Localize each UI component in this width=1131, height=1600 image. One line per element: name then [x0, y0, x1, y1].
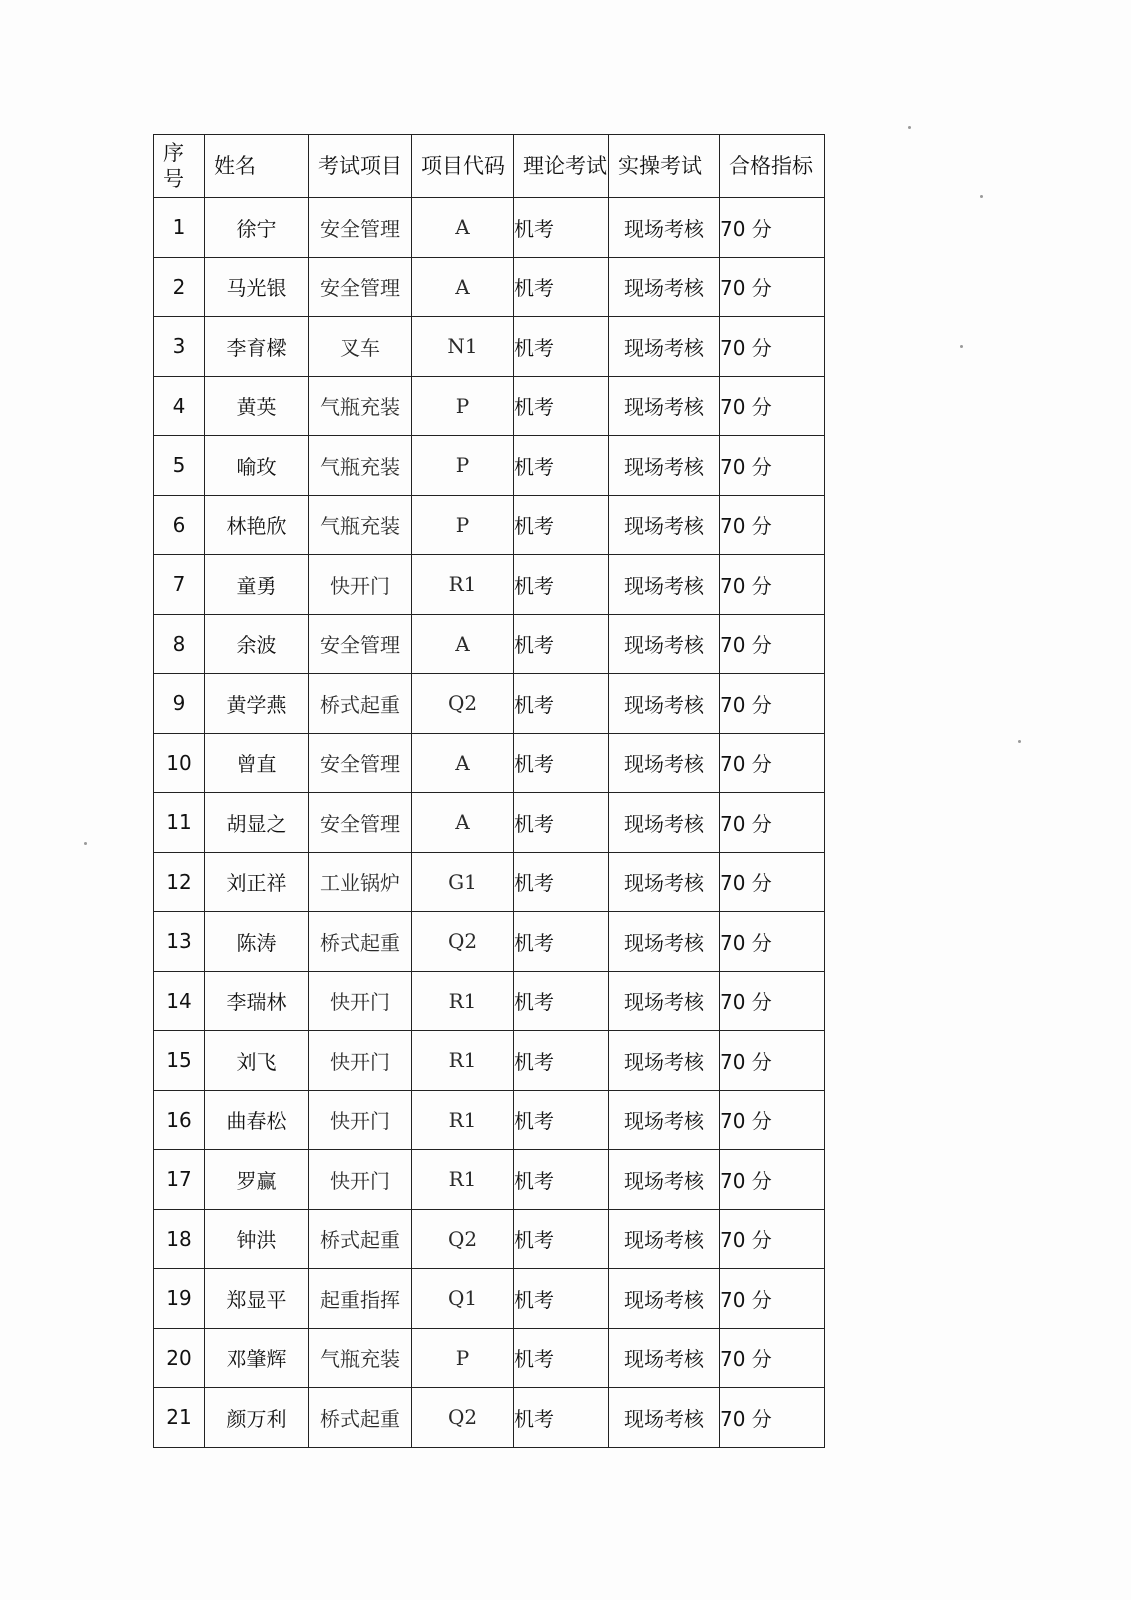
cell-item-code: A	[412, 614, 514, 674]
cell-item-code: P	[412, 376, 514, 436]
cell-seq: 5	[154, 436, 205, 496]
cell-name: 罗赢	[205, 1150, 309, 1210]
cell-name: 刘飞	[205, 1031, 309, 1091]
table-row	[154, 1150, 825, 1210]
header-practical-exam: 实操考试	[609, 135, 720, 198]
header-item-code: 项目代码	[412, 135, 514, 198]
cell-pass-standard: 70 分	[720, 1328, 825, 1388]
cell-exam-item: 气瓶充装	[309, 495, 412, 555]
cell-theory-exam: 机考	[514, 317, 609, 377]
cell-seq: 8	[154, 614, 205, 674]
cell-theory-exam: 机考	[514, 1269, 609, 1329]
cell-theory-exam: 机考	[514, 674, 609, 734]
cell-name: 颜万利	[205, 1388, 309, 1448]
cell-item-code: R1	[412, 1031, 514, 1091]
cell-name: 曾直	[205, 733, 309, 793]
cell-seq: 4	[154, 376, 205, 436]
scan-speck	[1018, 740, 1021, 743]
cell-pass-standard: 70 分	[720, 555, 825, 615]
table-row	[154, 1269, 825, 1329]
cell-seq: 14	[154, 971, 205, 1031]
cell-practical-exam: 现场考核	[609, 317, 720, 377]
table-header-row	[154, 135, 825, 198]
cell-practical-exam: 现场考核	[609, 852, 720, 912]
cell-theory-exam: 机考	[514, 1328, 609, 1388]
cell-practical-exam: 现场考核	[609, 1269, 720, 1329]
cell-theory-exam: 机考	[514, 1150, 609, 1210]
cell-item-code: G1	[412, 852, 514, 912]
cell-seq: 17	[154, 1150, 205, 1210]
cell-item-code: A	[412, 733, 514, 793]
cell-pass-standard: 70 分	[720, 1209, 825, 1269]
table-row	[154, 1209, 825, 1269]
cell-theory-exam: 机考	[514, 1090, 609, 1150]
cell-seq: 16	[154, 1090, 205, 1150]
cell-name: 郑显平	[205, 1269, 309, 1329]
cell-pass-standard: 70 分	[720, 198, 825, 258]
cell-name: 黄学燕	[205, 674, 309, 734]
table-row	[154, 614, 825, 674]
cell-item-code: Q2	[412, 912, 514, 972]
cell-practical-exam: 现场考核	[609, 674, 720, 734]
cell-theory-exam: 机考	[514, 198, 609, 258]
cell-seq: 15	[154, 1031, 205, 1091]
cell-pass-standard: 70 分	[720, 1269, 825, 1329]
cell-theory-exam: 机考	[514, 971, 609, 1031]
cell-practical-exam: 现场考核	[609, 555, 720, 615]
cell-name: 林艳欣	[205, 495, 309, 555]
cell-seq: 9	[154, 674, 205, 734]
header-exam-item: 考试项目	[309, 135, 412, 198]
table-row	[154, 852, 825, 912]
cell-name: 钟洪	[205, 1209, 309, 1269]
cell-name: 陈涛	[205, 912, 309, 972]
cell-pass-standard: 70 分	[720, 733, 825, 793]
table-row	[154, 198, 825, 258]
cell-exam-item: 安全管理	[309, 257, 412, 317]
cell-seq: 6	[154, 495, 205, 555]
cell-exam-item: 安全管理	[309, 733, 412, 793]
cell-practical-exam: 现场考核	[609, 614, 720, 674]
cell-seq: 1	[154, 198, 205, 258]
scan-speck	[980, 195, 983, 198]
table-row	[154, 436, 825, 496]
cell-theory-exam: 机考	[514, 793, 609, 853]
cell-theory-exam: 机考	[514, 1209, 609, 1269]
cell-seq: 3	[154, 317, 205, 377]
cell-seq: 19	[154, 1269, 205, 1329]
header-name: 姓名	[205, 135, 309, 198]
cell-pass-standard: 70 分	[720, 495, 825, 555]
cell-name: 李育樑	[205, 317, 309, 377]
cell-item-code: Q1	[412, 1269, 514, 1329]
scan-speck	[908, 126, 911, 129]
cell-theory-exam: 机考	[514, 495, 609, 555]
cell-name: 童勇	[205, 555, 309, 615]
cell-name: 李瑞林	[205, 971, 309, 1031]
table-row	[154, 971, 825, 1031]
cell-item-code: R1	[412, 1090, 514, 1150]
cell-exam-item: 快开门	[309, 1150, 412, 1210]
cell-seq: 11	[154, 793, 205, 853]
cell-practical-exam: 现场考核	[609, 1090, 720, 1150]
header-seq: 序号	[154, 135, 205, 198]
cell-item-code: R1	[412, 971, 514, 1031]
cell-seq: 7	[154, 555, 205, 615]
cell-practical-exam: 现场考核	[609, 971, 720, 1031]
cell-theory-exam: 机考	[514, 733, 609, 793]
cell-pass-standard: 70 分	[720, 1031, 825, 1091]
cell-exam-item: 安全管理	[309, 198, 412, 258]
cell-theory-exam: 机考	[514, 852, 609, 912]
cell-practical-exam: 现场考核	[609, 376, 720, 436]
cell-exam-item: 安全管理	[309, 614, 412, 674]
table-body	[154, 198, 825, 1448]
cell-pass-standard: 70 分	[720, 793, 825, 853]
scan-speck	[960, 345, 963, 348]
cell-exam-item: 气瓶充装	[309, 1328, 412, 1388]
scan-speck	[84, 842, 87, 845]
table-row	[154, 495, 825, 555]
cell-name: 徐宁	[205, 198, 309, 258]
cell-practical-exam: 现场考核	[609, 1031, 720, 1091]
cell-item-code: A	[412, 257, 514, 317]
cell-item-code: Q2	[412, 674, 514, 734]
cell-exam-item: 快开门	[309, 971, 412, 1031]
cell-pass-standard: 70 分	[720, 1150, 825, 1210]
cell-practical-exam: 现场考核	[609, 912, 720, 972]
table-row	[154, 793, 825, 853]
cell-name: 曲春松	[205, 1090, 309, 1150]
cell-item-code: P	[412, 495, 514, 555]
table-row	[154, 733, 825, 793]
cell-name: 喻玫	[205, 436, 309, 496]
cell-name: 余波	[205, 614, 309, 674]
cell-practical-exam: 现场考核	[609, 198, 720, 258]
cell-pass-standard: 70 分	[720, 614, 825, 674]
table-row	[154, 912, 825, 972]
table-row	[154, 674, 825, 734]
cell-pass-standard: 70 分	[720, 436, 825, 496]
cell-item-code: A	[412, 793, 514, 853]
cell-exam-item: 安全管理	[309, 793, 412, 853]
cell-practical-exam: 现场考核	[609, 1388, 720, 1448]
cell-exam-item: 起重指挥	[309, 1269, 412, 1329]
cell-item-code: R1	[412, 1150, 514, 1210]
cell-theory-exam: 机考	[514, 614, 609, 674]
cell-exam-item: 气瓶充装	[309, 436, 412, 496]
cell-practical-exam: 现场考核	[609, 257, 720, 317]
cell-name: 胡显之	[205, 793, 309, 853]
cell-seq: 13	[154, 912, 205, 972]
table-row	[154, 1388, 825, 1448]
cell-name: 马光银	[205, 257, 309, 317]
table-row	[154, 376, 825, 436]
table-row	[154, 555, 825, 615]
cell-practical-exam: 现场考核	[609, 1150, 720, 1210]
cell-practical-exam: 现场考核	[609, 1328, 720, 1388]
cell-item-code: Q2	[412, 1388, 514, 1448]
cell-theory-exam: 机考	[514, 1031, 609, 1091]
cell-exam-item: 工业锅炉	[309, 852, 412, 912]
cell-exam-item: 桥式起重	[309, 1209, 412, 1269]
cell-name: 邓肇辉	[205, 1328, 309, 1388]
cell-exam-item: 快开门	[309, 1090, 412, 1150]
table-row	[154, 1031, 825, 1091]
cell-pass-standard: 70 分	[720, 317, 825, 377]
cell-practical-exam: 现场考核	[609, 1209, 720, 1269]
cell-seq: 20	[154, 1328, 205, 1388]
header-theory-exam: 理论考试	[514, 135, 609, 198]
cell-theory-exam: 机考	[514, 257, 609, 317]
cell-exam-item: 桥式起重	[309, 674, 412, 734]
table-row	[154, 317, 825, 377]
cell-pass-standard: 70 分	[720, 971, 825, 1031]
cell-name: 黄英	[205, 376, 309, 436]
table-row	[154, 257, 825, 317]
cell-exam-item: 叉车	[309, 317, 412, 377]
cell-item-code: A	[412, 198, 514, 258]
table-row	[154, 1090, 825, 1150]
cell-practical-exam: 现场考核	[609, 733, 720, 793]
cell-pass-standard: 70 分	[720, 912, 825, 972]
cell-seq: 10	[154, 733, 205, 793]
cell-theory-exam: 机考	[514, 376, 609, 436]
cell-exam-item: 快开门	[309, 1031, 412, 1091]
exam-roster-table	[153, 134, 825, 1448]
cell-item-code: P	[412, 436, 514, 496]
cell-pass-standard: 70 分	[720, 674, 825, 734]
cell-name: 刘正祥	[205, 852, 309, 912]
cell-theory-exam: 机考	[514, 912, 609, 972]
cell-seq: 21	[154, 1388, 205, 1448]
cell-seq: 18	[154, 1209, 205, 1269]
cell-exam-item: 桥式起重	[309, 912, 412, 972]
cell-pass-standard: 70 分	[720, 852, 825, 912]
cell-seq: 12	[154, 852, 205, 912]
table-row	[154, 1328, 825, 1388]
cell-exam-item: 桥式起重	[309, 1388, 412, 1448]
cell-pass-standard: 70 分	[720, 1090, 825, 1150]
cell-item-code: R1	[412, 555, 514, 615]
cell-theory-exam: 机考	[514, 555, 609, 615]
cell-item-code: N1	[412, 317, 514, 377]
cell-pass-standard: 70 分	[720, 1388, 825, 1448]
cell-practical-exam: 现场考核	[609, 436, 720, 496]
cell-seq: 2	[154, 257, 205, 317]
cell-theory-exam: 机考	[514, 436, 609, 496]
cell-item-code: Q2	[412, 1209, 514, 1269]
cell-exam-item: 气瓶充装	[309, 376, 412, 436]
cell-practical-exam: 现场考核	[609, 495, 720, 555]
cell-practical-exam: 现场考核	[609, 793, 720, 853]
cell-pass-standard: 70 分	[720, 376, 825, 436]
cell-exam-item: 快开门	[309, 555, 412, 615]
header-pass-standard: 合格指标	[720, 135, 825, 198]
cell-pass-standard: 70 分	[720, 257, 825, 317]
cell-item-code: P	[412, 1328, 514, 1388]
cell-theory-exam: 机考	[514, 1388, 609, 1448]
